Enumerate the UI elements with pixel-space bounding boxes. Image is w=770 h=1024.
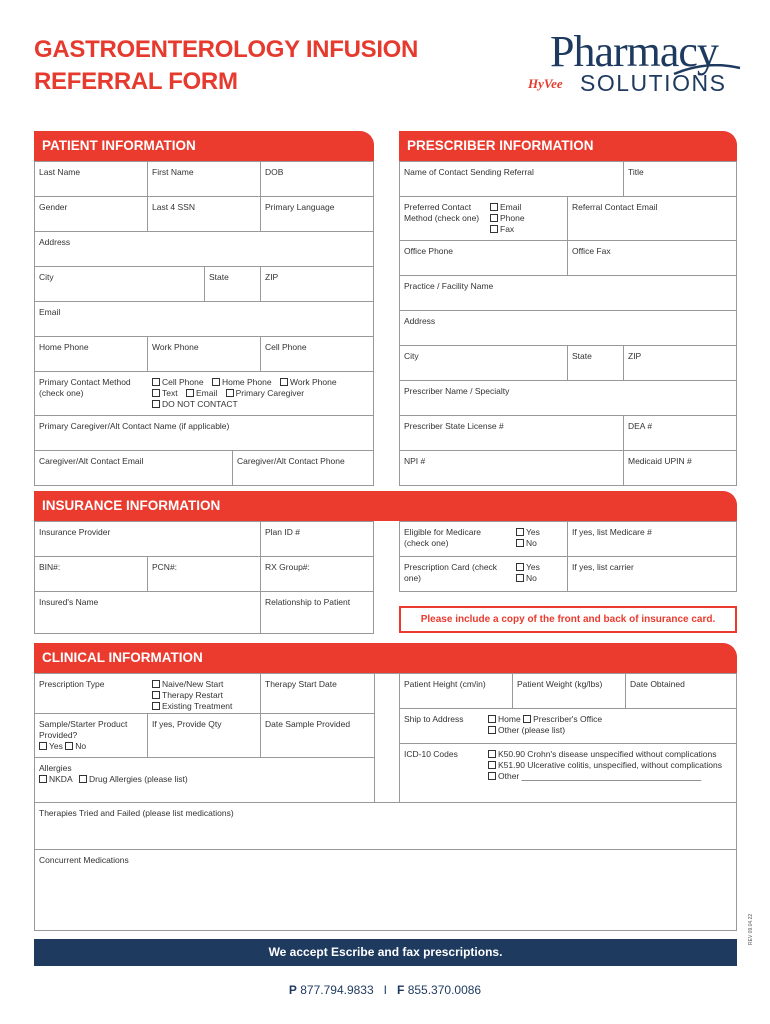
revision-code: REV 09.04.22 xyxy=(748,913,754,945)
label: State xyxy=(209,272,229,282)
opt-icd-k5190[interactable] xyxy=(488,760,722,770)
patient-dob-field[interactable] xyxy=(261,162,373,197)
label: Yes xyxy=(526,527,540,537)
insurance-card-notice: Please include a copy of the front and back of insurance card. xyxy=(399,606,737,633)
practice-name-field[interactable] xyxy=(400,276,736,311)
label: Primary Caregiver/Alt Contact Name (if applicable) xyxy=(39,421,230,431)
label: BIN#: xyxy=(39,562,61,572)
checkbox-icon xyxy=(523,715,531,723)
icd-codes-options xyxy=(484,744,736,803)
label: Text xyxy=(162,388,178,398)
opt-drug-allergies[interactable] xyxy=(79,774,188,784)
checkbox-icon xyxy=(186,389,194,397)
fax-number: 855.370.0086 xyxy=(407,983,482,997)
rx-type-options xyxy=(148,674,261,714)
opt-yes[interactable] xyxy=(516,562,540,572)
label: Medicaid UPIN # xyxy=(628,456,692,466)
checkbox-icon xyxy=(280,378,288,386)
office-phone-field[interactable] xyxy=(400,241,568,276)
label: Name of Contact Sending Referral xyxy=(404,167,534,177)
checkbox-icon xyxy=(152,378,160,386)
prescriber-state-field[interactable] xyxy=(568,346,624,381)
relationship-field[interactable] xyxy=(261,592,373,633)
checkbox-icon xyxy=(212,378,220,386)
label: Patient Height (cm/in) xyxy=(404,679,486,689)
opt-no[interactable] xyxy=(516,538,537,548)
rx-type-label: Prescription Type xyxy=(35,674,148,714)
opt-other[interactable] xyxy=(488,725,565,735)
phone-number: 877.794.9833 xyxy=(300,983,374,997)
checkbox-icon xyxy=(516,539,524,547)
label: Caregiver/Alt Contact Phone xyxy=(237,456,345,466)
checkbox-icon xyxy=(226,389,234,397)
contact-name-field[interactable] xyxy=(400,162,624,197)
sample-qty-field[interactable] xyxy=(148,714,261,758)
opt-home-phone[interactable] xyxy=(212,377,272,388)
checkbox-icon xyxy=(516,574,524,582)
checkbox-icon xyxy=(488,761,496,769)
opt-restart[interactable] xyxy=(152,690,223,700)
label: Last Name xyxy=(39,167,81,177)
checkbox-icon xyxy=(152,389,160,397)
label: Other (please list) xyxy=(498,725,566,735)
label: Existing Treatment xyxy=(162,701,233,711)
office-fax-field[interactable] xyxy=(568,241,736,276)
label: Therapy Restart xyxy=(162,690,223,700)
label: Home Phone xyxy=(221,377,272,387)
npi-field[interactable] xyxy=(400,451,624,485)
opt-icd-k5090[interactable] xyxy=(488,749,717,759)
label: Home Phone xyxy=(39,342,89,352)
checkbox-icon xyxy=(79,775,87,783)
checkbox-icon xyxy=(490,203,498,211)
medicaid-field[interactable] xyxy=(624,451,736,485)
opt-text[interactable] xyxy=(152,388,178,399)
patient-first-name-field[interactable] xyxy=(148,162,261,197)
pcn-field[interactable] xyxy=(148,557,261,592)
footer-contact xyxy=(0,983,770,997)
opt-icd-other[interactable] xyxy=(488,771,701,781)
label: NPI # xyxy=(404,456,426,466)
label: Primary Language xyxy=(265,202,335,212)
label: Caregiver/Alt Contact Email xyxy=(39,456,144,466)
patient-weight-field[interactable] xyxy=(513,674,626,709)
clinical-info-header: CLINICAL INFORMATION xyxy=(34,643,737,673)
bin-field[interactable] xyxy=(35,557,148,592)
icd-codes-label: ICD-10 Codes xyxy=(400,744,484,803)
label: Therapies Tried and Failed (please list medications) xyxy=(39,808,234,818)
label: Office Phone xyxy=(404,246,453,256)
label: Allergies xyxy=(39,763,72,773)
checkbox-icon xyxy=(152,691,160,699)
dea-field[interactable] xyxy=(624,416,736,451)
label: Primary Caregiver xyxy=(235,388,305,398)
label: Email xyxy=(500,202,522,212)
patient-info-grid xyxy=(34,161,374,486)
insured-name-field[interactable] xyxy=(35,592,261,633)
label: RX Group#: xyxy=(265,562,310,572)
label: Naive/New Start xyxy=(162,679,224,689)
label: Concurrent Medications xyxy=(39,855,129,865)
prescriber-address-field[interactable] xyxy=(400,311,736,346)
referral-email-field[interactable] xyxy=(568,197,736,241)
checkbox-icon xyxy=(488,715,496,723)
label: Email xyxy=(39,307,61,317)
concurrent-meds-field[interactable] xyxy=(35,850,736,930)
label: ZIP xyxy=(628,351,642,361)
label: Title xyxy=(628,167,644,177)
label: Yes xyxy=(526,562,540,572)
opt-work-phone[interactable] xyxy=(280,377,337,388)
medicare-eligible-label: Eligible for Medicare (check one) xyxy=(400,522,512,557)
patient-ssn-field[interactable] xyxy=(148,197,261,232)
column-gap xyxy=(375,674,400,803)
prescriber-name-field[interactable] xyxy=(400,381,736,416)
label: Address xyxy=(39,237,71,247)
opt-naive[interactable] xyxy=(152,679,223,689)
checkbox-icon xyxy=(516,528,524,536)
label: If yes, list Medicare # xyxy=(572,527,652,537)
patient-last-name-field[interactable] xyxy=(35,162,148,197)
patient-cell-phone-field[interactable] xyxy=(261,337,373,372)
checkbox-icon xyxy=(152,400,160,408)
label: Home xyxy=(498,714,521,724)
label: Phone xyxy=(500,213,525,223)
ship-to-label: Ship to Address xyxy=(400,709,484,744)
medicare-number-field[interactable] xyxy=(568,522,736,557)
label: Date Sample Provided xyxy=(265,719,351,729)
label: Yes xyxy=(49,741,63,751)
label: First Name xyxy=(152,167,194,177)
label: Prescriber Name / Specialty xyxy=(404,386,510,396)
opt-phone[interactable] xyxy=(490,213,525,223)
label: If yes, list carrier xyxy=(572,562,634,572)
opt-fax[interactable] xyxy=(490,224,514,234)
carrier-field[interactable] xyxy=(568,557,736,591)
label: Relationship to Patient xyxy=(265,597,351,607)
label: No xyxy=(526,573,537,583)
label: Office Fax xyxy=(572,246,611,256)
label: State xyxy=(572,351,592,361)
patient-city-field[interactable] xyxy=(35,267,205,302)
checkbox-icon xyxy=(490,225,498,233)
label: Cell Phone xyxy=(162,377,204,387)
plan-id-field[interactable] xyxy=(261,522,373,557)
escribe-banner: We accept Escribe and fax prescriptions. xyxy=(34,939,737,966)
label: Practice / Facility Name xyxy=(404,281,494,291)
ship-to-options xyxy=(484,709,736,744)
label: PCN#: xyxy=(152,562,178,572)
patient-work-phone-field[interactable] xyxy=(148,337,261,372)
contact-method-label: Primary Contact Method (check one) xyxy=(35,372,148,416)
opt-nkda[interactable] xyxy=(39,774,73,784)
preferred-contact-label: Preferred Contact Method (check one) xyxy=(400,197,486,241)
prescriber-info-header: PRESCRIBER INFORMATION xyxy=(399,131,737,161)
sample-provided-field xyxy=(35,714,148,758)
patient-address-field[interactable] xyxy=(35,232,373,267)
checkbox-icon xyxy=(516,563,524,571)
contact-method-options xyxy=(148,372,373,416)
opt-existing[interactable] xyxy=(152,701,232,711)
label: K51.90 Ulcerative colitis, unspecified, without complications xyxy=(498,760,722,770)
label: Plan ID # xyxy=(265,527,300,537)
opt-do-not-contact[interactable] xyxy=(152,399,238,410)
label: Gender xyxy=(39,202,68,212)
separator: I xyxy=(383,983,387,997)
label: City xyxy=(39,272,54,282)
patient-home-phone-field[interactable] xyxy=(35,337,148,372)
logo-pharmacy-text: Pharmacy xyxy=(550,27,718,76)
date-sample-field[interactable] xyxy=(261,714,375,758)
label: Address xyxy=(404,316,436,326)
patient-zip-field[interactable] xyxy=(261,267,373,302)
logo-solutions-text: SOLUTIONS xyxy=(580,70,727,96)
checkbox-icon xyxy=(490,214,498,222)
label: Other ______________________________________ xyxy=(498,771,702,781)
prescriber-city-field[interactable] xyxy=(400,346,568,381)
opt-no[interactable] xyxy=(65,741,86,751)
label: Therapy Start Date xyxy=(265,679,337,689)
label: DOB xyxy=(265,167,284,177)
patient-email-field[interactable] xyxy=(35,302,373,337)
pharmacy-solutions-logo xyxy=(522,27,742,100)
patient-state-field[interactable] xyxy=(205,267,261,302)
label: ZIP xyxy=(265,272,279,282)
opt-prescriber-office[interactable] xyxy=(523,714,602,724)
opt-primary-caregiver[interactable] xyxy=(226,388,305,399)
prescriber-zip-field[interactable] xyxy=(624,346,736,381)
opt-yes[interactable] xyxy=(39,741,63,751)
label: Cell Phone xyxy=(265,342,307,352)
rx-group-field[interactable] xyxy=(261,557,373,592)
logo-hyvee-text: HyVee xyxy=(528,76,563,91)
patient-gender-field[interactable] xyxy=(35,197,148,232)
checkbox-icon xyxy=(39,775,47,783)
label: Fax xyxy=(500,224,515,234)
label: If yes, Provide Qty xyxy=(152,719,222,729)
checkbox-icon xyxy=(152,680,160,688)
insurance-info-header: INSURANCE INFORMATION xyxy=(34,491,737,521)
patient-info-header: PATIENT INFORMATION xyxy=(34,131,374,161)
rx-card-options xyxy=(512,557,568,591)
insurance-left-grid xyxy=(34,521,374,634)
opt-yes[interactable] xyxy=(516,527,540,537)
phone-label: P xyxy=(288,983,297,997)
prescriber-info-grid xyxy=(399,161,737,486)
contact-title-field[interactable] xyxy=(624,162,736,197)
date-obtained-field[interactable] xyxy=(626,674,736,709)
checkbox-icon xyxy=(65,742,73,750)
insurance-provider-field[interactable] xyxy=(35,522,261,557)
opt-cell-phone[interactable] xyxy=(152,377,204,388)
label: No xyxy=(526,538,537,548)
checkbox-icon xyxy=(488,772,496,780)
label: Drug Allergies (please list) xyxy=(89,774,188,784)
checkbox-icon xyxy=(39,742,47,750)
opt-email[interactable] xyxy=(490,202,521,212)
checkbox-icon xyxy=(488,750,496,758)
therapies-tried-field[interactable] xyxy=(35,803,736,850)
patient-language-field[interactable] xyxy=(261,197,373,232)
checkbox-icon xyxy=(488,726,496,734)
form-title xyxy=(34,34,418,98)
label: Referral Contact Email xyxy=(572,202,658,212)
title-line-2: REFERRAL FORM xyxy=(34,68,238,95)
therapy-start-field[interactable] xyxy=(261,674,375,714)
preferred-contact-options xyxy=(486,197,568,241)
label: Last 4 SSN xyxy=(152,202,195,212)
opt-no[interactable] xyxy=(516,573,537,583)
insurance-right-grid xyxy=(399,521,737,592)
label: Email xyxy=(195,388,218,398)
label: Insured's Name xyxy=(39,597,99,607)
allergies-field xyxy=(35,758,375,803)
label: Insurance Provider xyxy=(39,527,111,537)
caregiver-name-field[interactable] xyxy=(35,416,373,451)
label: Work Phone xyxy=(289,377,337,387)
label: NKDA xyxy=(49,774,73,784)
license-field[interactable] xyxy=(400,416,624,451)
title-line-1: GASTROENTEROLOGY INFUSION xyxy=(34,36,419,63)
label: Date Obtained xyxy=(630,679,685,689)
caregiver-phone-field[interactable] xyxy=(233,451,373,485)
label: No xyxy=(75,741,87,751)
clinical-info-grid xyxy=(34,673,737,931)
label: City xyxy=(404,351,419,361)
patient-height-field[interactable] xyxy=(400,674,513,709)
medicare-options xyxy=(512,522,568,557)
label: K50.90 Crohn's disease unspecified without complications xyxy=(498,749,717,759)
label: Prescriber's Office xyxy=(533,714,603,724)
rx-card-label: Prescription Card (check one) xyxy=(404,562,498,583)
caregiver-email-field[interactable] xyxy=(35,451,233,485)
fax-label: F xyxy=(397,983,405,997)
label: Patient Weight (kg/lbs) xyxy=(517,679,603,689)
label: DO NOT CONTACT xyxy=(162,399,238,409)
checkbox-icon xyxy=(152,702,160,710)
label: Prescriber State License # xyxy=(404,421,504,431)
label: Work Phone xyxy=(152,342,199,352)
label: Sample/Starter Product Provided? xyxy=(39,719,128,740)
label: DEA # xyxy=(628,421,653,431)
opt-home[interactable] xyxy=(488,714,521,724)
opt-email[interactable] xyxy=(186,388,217,399)
